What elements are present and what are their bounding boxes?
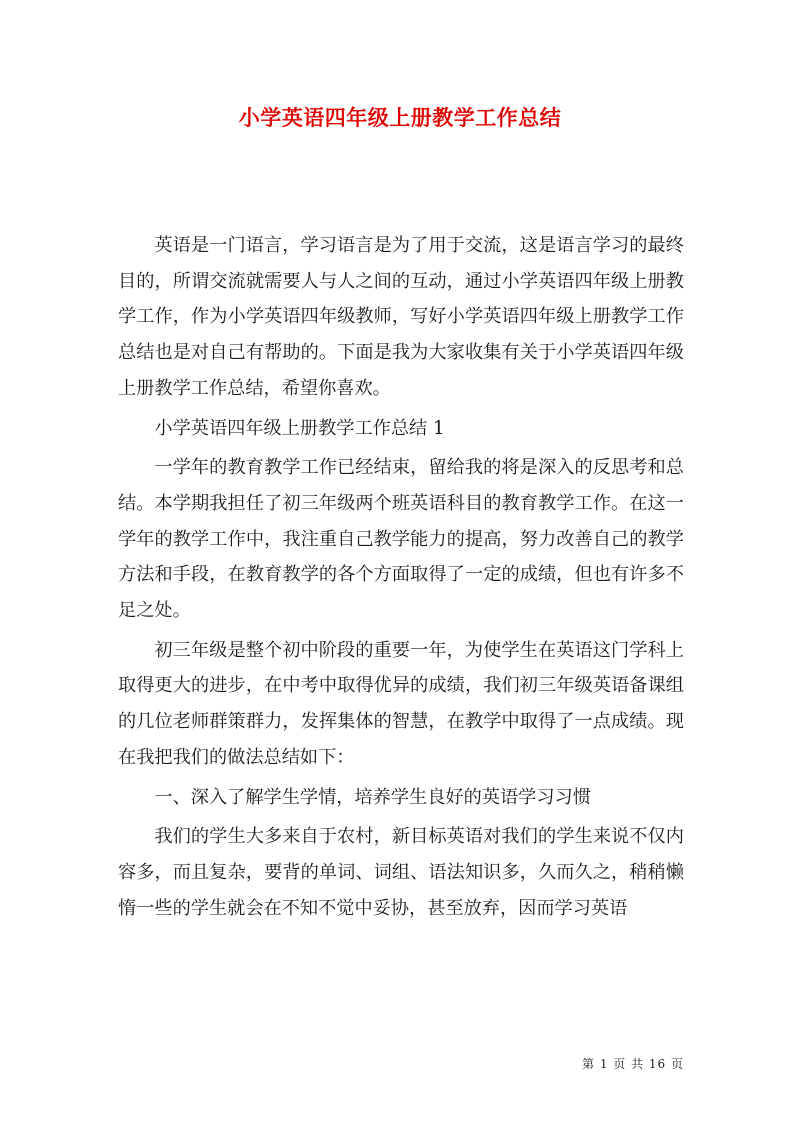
paragraph-students: 我们的学生大多来自于农村，新目标英语对我们的学生来说不仅内容多，而且复杂，要背的单词、词组、语法知识多，久而久之，稍稍懒惰一些的学生就会在不知不觉中妥协，甚至放弃，因而学习英语 (118, 826, 684, 919)
body-text (118, 228, 684, 926)
page-number: 第 1 页 共 16 页 (582, 1057, 684, 1071)
page-title: 小学英语四年级上册教学工作总结 (238, 105, 562, 130)
paragraph-summary: 一学年的教育教学工作已经结束，留给我的将是深入的反思考和总结。本学期我担任了初三年级两个班英语科目的教育教学工作。在这一学年的教学工作中，我注重自己教学能力的提高，努力改善自己的教学方法和手段，在教育教学的各个方面取得了一定的成绩，但也有许多不足之处。 (118, 457, 684, 622)
paragraph-point-one: 一、深入了解学生学情，培养学生良好的英语学习习惯 (154, 786, 591, 808)
paragraph-grade-three: 初三年级是整个初中阶段的重要一年，为使学生在英语这门学科上取得更大的进步，在中考中取得优异的成绩，我们初三年级英语备课组的几位老师群策群力，发挥集体的智慧，在教学中取得了一点成绩。现在我把我们的做法总结如下： (118, 639, 684, 768)
paragraph-intro: 英语是一门语言，学习语言是为了用于交流，这是语言学习的最终目的，所谓交流就需要人与人之间的互动，通过小学英语四年级上册教学工作，作为小学英语四年级教师，写好小学英语四年级上册教学工作总结也是对自己有帮助的。下面是我为大家收集有关于小学英语四年级上册教学工作总结，希望你喜欢。 (118, 235, 684, 399)
paragraph-section-heading: 小学英语四年级上册教学工作总结 1 (154, 417, 445, 439)
